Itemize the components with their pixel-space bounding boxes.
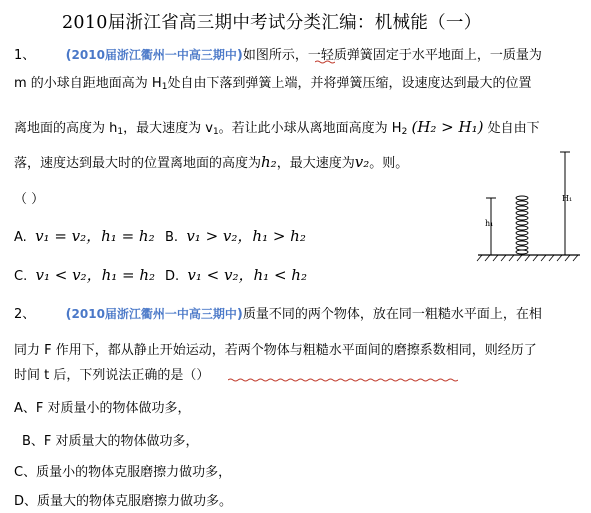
q2-line2: 同力 F 作用下，都从静止开始运动，若两个物体与粗糙水平面间的磨擦系数相同，则经历了 (14, 343, 537, 358)
q2-source: 2010届浙江衢州一中高三期中 (71, 307, 237, 321)
q2-line3: 时间 t 后，下列说法正确的是（） (14, 368, 210, 383)
q2-line1-text: 质量不同的两个物体，放在同一粗糙水平面上，在相 (242, 307, 542, 322)
q1-option-b: B. v₁ > v₂，h₁ > h₂ (165, 227, 306, 245)
q2-number: 2、 (14, 307, 36, 322)
page-title: 2010届浙江省高三期中考试分类汇编：机械能（一） (62, 13, 482, 33)
q2-line1: 2、 (2010届浙江衢州一中高三期中)质量不同的两个物体，放在同一粗糙水平面上，在相 (14, 307, 542, 322)
q1-line1-wavy-underline (315, 60, 335, 64)
label-h1: h₁ (485, 219, 494, 228)
q2-wavy-underline (228, 378, 458, 382)
q1-number: 1、 (14, 48, 36, 63)
q1-option-a: A. v₁ = v₂，h₁ = h₂ (14, 227, 155, 245)
q1-source: 2010届浙江衢州一中高三期中 (71, 48, 237, 62)
q1-line2: m 的小球自距地面高为 $H_1$处自由下落到弹簧上端，并将弹簧压缩，设速度达到最大的位置 (14, 76, 532, 92)
ground-hatching (477, 255, 578, 261)
q2-option-d: D、质量大的物体克服磨擦力做功多。 (14, 494, 233, 509)
spring-figure (470, 150, 585, 265)
q1-condition-math: (H₂ > H₁) (411, 118, 484, 136)
q1-option-d: D. v₁ < v₂，h₁ < h₂ (165, 266, 307, 284)
q2-option-b: B、F 对质量大的物体做功多， (22, 434, 199, 449)
q1-line1-text: 如图所示，一轻质弹簧固定于水平地面上，一质量为 (242, 48, 542, 63)
q2-option-a: A、F 对质量小的物体做功多， (14, 401, 191, 416)
q1-line4: 落，速度达到最大时的位置离地面的高度为h₂，最大速度为v₂。则。 (14, 153, 409, 171)
q2-option-c: C、质量小的物体克服磨擦力做功多， (14, 465, 232, 480)
q1-option-c: C. v₁ < v₂，h₁ = h₂ (14, 266, 156, 284)
q1-answer-blank: （ ） (14, 192, 45, 207)
q1-line3: 离地面的高度为 $h_1$，最大速度为 $v_1$。若让此小球从离地面高度为 $H_2$ (H₂ > H₁) 处自由下 (14, 118, 540, 137)
q1-line1: 1、 (2010届浙江衢州一中高三期中)如图所示，一轻质弹簧固定于水平地面上，一质量为 (14, 48, 542, 63)
spring-icon (516, 196, 528, 254)
label-H1: H₁ (562, 194, 573, 203)
